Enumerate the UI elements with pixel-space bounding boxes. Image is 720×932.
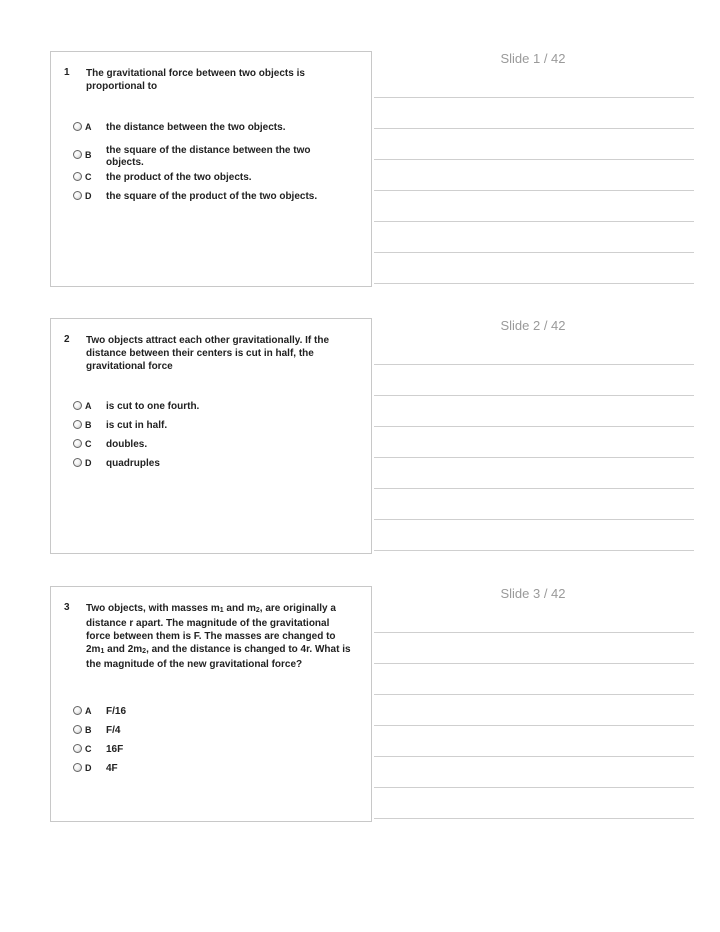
note-line	[374, 97, 694, 98]
radio-button-icon[interactable]	[73, 401, 82, 410]
option-d[interactable]	[73, 763, 353, 789]
radio-button-icon[interactable]	[73, 172, 82, 181]
question-text-part: and m	[223, 603, 256, 614]
subscript: 2	[255, 607, 260, 614]
note-line	[374, 818, 694, 819]
option-letter: C	[85, 439, 92, 449]
note-line	[374, 519, 694, 520]
radio-button-icon[interactable]	[73, 420, 82, 429]
radio-button-icon[interactable]	[73, 763, 82, 772]
note-line	[374, 190, 694, 191]
option-letter: B	[85, 150, 92, 160]
note-line	[374, 787, 694, 788]
option-letter: B	[85, 420, 92, 430]
question-text-part: Two objects, with masses m	[86, 603, 220, 614]
question-text: Two objects attract each other gravitationally. If the distance between their centers is cut in half, the gravitational force	[86, 335, 330, 372]
note-line	[374, 457, 694, 458]
slide-block-1	[0, 51, 720, 291]
question-card	[50, 586, 372, 822]
note-line	[374, 663, 694, 664]
option-text: doubles.	[106, 439, 148, 450]
question-text-part: , and the distance is changed to 4r. What is the magnitude of the new gravitational force?	[86, 644, 351, 670]
radio-button-icon[interactable]	[73, 725, 82, 734]
radio-button-icon[interactable]	[73, 122, 82, 131]
radio-button-icon[interactable]	[73, 150, 82, 159]
slide-block-2	[0, 318, 720, 558]
option-text: F/4	[106, 725, 121, 736]
slide-label: Slide 2 / 42	[500, 318, 566, 333]
subscript: 1	[219, 607, 224, 614]
radio-button-icon[interactable]	[73, 439, 82, 448]
note-line	[374, 283, 694, 284]
note-line	[374, 364, 694, 365]
question-card	[50, 51, 372, 287]
note-line	[374, 632, 694, 633]
slide-label: Slide 3 / 42	[500, 586, 566, 601]
option-text: the product of the two objects.	[106, 172, 252, 183]
option-letter: A	[85, 122, 92, 132]
option-letter: D	[85, 458, 92, 468]
option-letter: C	[85, 744, 92, 754]
note-line	[374, 488, 694, 489]
note-line	[374, 694, 694, 695]
radio-button-icon[interactable]	[73, 458, 82, 467]
question-text	[86, 602, 354, 671]
option-text: is cut in half.	[106, 420, 168, 431]
question-text-part: , are originally a distance r apart. The magnitude of the gravitational force between them is F. The masses are changed to 2m	[86, 603, 336, 655]
option-text: the distance between the two objects.	[106, 122, 286, 133]
note-line	[374, 252, 694, 253]
option-letter: B	[85, 725, 92, 735]
subscript: 1	[100, 648, 105, 655]
option-b[interactable]	[73, 145, 353, 171]
note-line	[374, 550, 694, 551]
subscript: 2	[142, 648, 147, 655]
note-line	[374, 221, 694, 222]
note-line	[374, 725, 694, 726]
question-text-part: and 2m	[104, 644, 143, 655]
option-text: 16F	[106, 744, 124, 755]
option-letter: A	[85, 401, 92, 411]
option-letter: D	[85, 191, 92, 201]
option-text: the square of the distance between the two objects.	[106, 145, 311, 168]
option-text: F/16	[106, 706, 127, 717]
option-letter: C	[85, 172, 92, 182]
option-text: is cut to one fourth.	[106, 401, 200, 412]
question-number: 2	[64, 334, 70, 345]
question-card	[50, 318, 372, 554]
slide-block-3	[0, 586, 720, 826]
option-d[interactable]	[73, 191, 353, 217]
question-number: 1	[64, 67, 70, 78]
option-text: quadruples	[106, 458, 160, 469]
option-letter: A	[85, 706, 92, 716]
note-line	[374, 756, 694, 757]
slide-label: Slide 1 / 42	[500, 51, 566, 66]
note-line	[374, 426, 694, 427]
option-letter: D	[85, 763, 92, 773]
note-line	[374, 128, 694, 129]
question-text: The gravitational force between two objects is proportional to	[86, 68, 305, 92]
option-d[interactable]	[73, 458, 353, 484]
radio-button-icon[interactable]	[73, 706, 82, 715]
note-line	[374, 159, 694, 160]
question-number: 3	[64, 602, 70, 613]
option-text: the square of the product of the two objects.	[106, 191, 318, 202]
note-line	[374, 395, 694, 396]
radio-button-icon[interactable]	[73, 744, 82, 753]
option-text: 4F	[106, 763, 118, 774]
radio-button-icon[interactable]	[73, 191, 82, 200]
